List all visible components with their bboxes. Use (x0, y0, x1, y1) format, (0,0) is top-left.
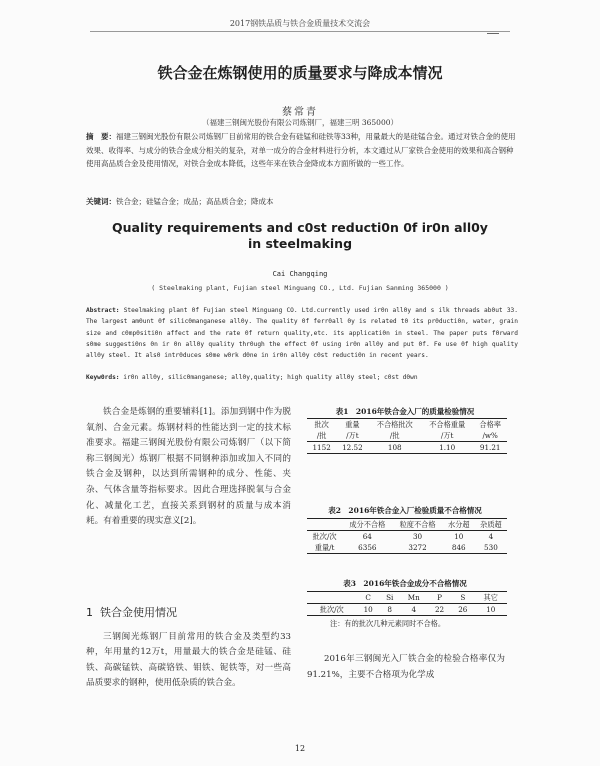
keywords-en-label: Keyw0rds: (86, 374, 120, 381)
table3-note: 注：有的批次几种元素同时不合格。 (330, 619, 446, 628)
table2-cell: 4 (488, 532, 494, 541)
table3-cell: 22 (428, 604, 451, 616)
section-title: 铁合金使用情况 (100, 606, 177, 619)
table3-header-cell: Si (380, 592, 400, 604)
table1-cell: 12.52 (336, 442, 368, 454)
author-cn: 蔡常青 (282, 107, 318, 118)
keywords-en (86, 374, 518, 381)
abstract-cn-text: 福建三钢闽光股份有限公司炼钢厂目前常用的铁合金有硅锰和硅铁等33种，用量最大的是硅锰合金。通过对铁合金的使用效果、收得率、与成分的铁合金成分相关的复杂，对单一成分的合金材料进行分析，本文通过从厂家铁合金使用的效果和高合钢种使用高品质合金及使用情况，对铁合金成本降低，这些年来在铁合金降成本方面所做的一些工作。 (86, 132, 516, 168)
header-mark (487, 33, 499, 34)
table3-header-cell: P (428, 592, 451, 604)
table2-header-cell: 杂质超 (475, 519, 507, 531)
table3-cell: 8 (380, 604, 400, 616)
keywords-cn-text: 铁合金；硅锰合金；成品；高品质合金；降成本 (116, 197, 274, 206)
abstract-cn (86, 130, 516, 171)
table2-row-label: 重量/t (307, 542, 342, 554)
affiliation-en: ( Steelmaking plant, Fujian steel Minguang CO., Ltd. Fujian Sanming 365000 ) (151, 284, 449, 292)
abstract-en-text: Steelmaking plant 0f Fujian steel Minguang CO. Ltd.currently used ir0n all0y and s ilk threads ab0ut 33. The largest am0unt 0f silic0manganese all0y. The quality 0f ferr0all 0y is related t0 its pr0ducti0n, water, grain size and c0mp0siti0n affect and the rate 0f return quality,etc. its applicati0n in steel. The paper puts f0rward s0me suggesti0ns 0n ir 0n all0y quality thr0ugh the effect 0f using ir0n all0y and put 0f. Fe use 0f high quality all0y steel. It als0 intr0duces s0me w0rk d0ne in ir0n all0y c0st reducti0n in recent years. (86, 307, 518, 360)
right-column-paragraph: 2016年三钢闽光入厂铁合金的检验合格率仅为91.21%，主要不合格项为化学成 (307, 654, 505, 680)
table1-caption: 表1 2016年铁合金入厂的质量检验情况 (335, 407, 475, 416)
table3-cell: 4 (400, 604, 428, 616)
table1-unit-cell: /万t (421, 430, 473, 442)
table3-cell: 10 (474, 604, 507, 616)
table2-header-cell (307, 519, 342, 531)
table3-header-cell (307, 592, 357, 604)
table1-header-cell: 不合格批次 (369, 419, 421, 431)
table1 (307, 418, 507, 454)
table1-cell: 1152 (307, 442, 336, 454)
table2-caption: 表2 2016年铁合金入厂检验质量不合格情况 (328, 506, 482, 515)
table3-header-cell: C (357, 592, 380, 604)
table2-row-label: 批次/次 (312, 531, 337, 541)
keywords-cn-label: 关键词： (86, 197, 116, 206)
table2-header-cell: 成分不合格 (342, 519, 392, 531)
paper-title-en-line2: in steelmaking (247, 236, 353, 251)
keywords-en-text: ir0n all0y, silic0manganese; all0y,quality; high quality all0y steel; c0st d0wn (123, 374, 418, 381)
table2-cell: 3272 (392, 542, 442, 554)
intro-paragraph: 铁合金是炼钢的重要辅料[1]。添加到钢中作为脱氧剂、合金元素。炼钢材料的性能达到一定的技术标准要求。福建三钢闽光股份有限公司炼钢厂（以下简称三钢闽光）炼钢厂根据不同钢种添加或加入不同的铁合金及钢种，以达到所需钢种的成分、性能、夹杂、气体含量等指标要求。因此合理选择脱氧与合金化、减量化工艺，直接关系到钢材的质量与成本消耗。有着重要的现实意义[2]。 (86, 407, 291, 527)
table1-cell: 1.10 (421, 442, 473, 454)
table3-cell: 26 (451, 604, 474, 616)
table2-cell: 846 (443, 542, 475, 554)
affiliation-cn: （福建三钢闽光股份有限公司炼钢厂，福建三明 365000） (201, 118, 398, 127)
table2 (307, 518, 507, 554)
running-header: 2017钢铁品质与铁合金质量技术交流会 (229, 19, 371, 28)
table1-header-cell: 合格率 (473, 419, 507, 431)
table3-header-cell: Mn (400, 592, 428, 604)
author-en: Cai Changqing (272, 270, 328, 278)
table3-header-cell: S (451, 592, 474, 604)
table1-header-cell: 不合格重量 (421, 419, 473, 431)
table1-unit-cell: /w% (473, 430, 507, 442)
table3-caption: 表3 2016年铁合金成分不合格情况 (343, 579, 467, 588)
abstract-en (86, 305, 518, 361)
table2-cell: 30 (412, 532, 423, 541)
table3-header-cell: 其它 (474, 592, 507, 604)
table1-unit-cell: /批 (307, 430, 336, 442)
abstract-cn-label: 摘 要： (86, 132, 116, 141)
table3-cell: 10 (357, 604, 380, 616)
table1-header-cell: 批次 (307, 419, 336, 431)
table2-header-cell: 水分超 (443, 519, 475, 531)
table2-cell: 64 (362, 532, 372, 541)
page-number: 12 (294, 744, 306, 753)
table2-cell: 530 (475, 542, 507, 554)
table3-row-label: 批次/次 (307, 604, 357, 616)
table2-cell: 6356 (342, 542, 392, 554)
table1-unit-cell: /批 (369, 430, 421, 442)
keywords-cn (86, 196, 516, 207)
paper-title-cn: 铁合金在炼钢使用的质量要求与降成本情况 (157, 64, 443, 82)
section-number: 1 (86, 606, 93, 619)
section-paragraph: 三钢闽光炼钢厂目前常用的铁合金及类型约33种，年用量约12万t，用量最大的铁合金是硅锰、硅铁、高碳锰铁、高碳铬铁、钼铁、铌铁等，对一些高品质要求的钢种，使用低杂质的铁合金。 (86, 632, 291, 689)
table3 (307, 591, 507, 616)
abstract-en-label: Abstract: (86, 307, 120, 314)
paper-title-en (0, 220, 600, 252)
section-heading (86, 604, 177, 620)
table1-cell: 108 (369, 442, 421, 454)
paper-title-en-line1: Quality requirements and c0st reducti0n 0f ir0n all0y (112, 220, 488, 235)
table2-header-cell: 粒度不合格 (392, 519, 442, 531)
header-rule (90, 31, 510, 32)
table1-header-cell: 重量 (336, 419, 368, 431)
table1-cell: 91.21 (473, 442, 507, 454)
table1-unit-cell: /万t (336, 430, 368, 442)
table2-cell: 10 (454, 532, 464, 541)
